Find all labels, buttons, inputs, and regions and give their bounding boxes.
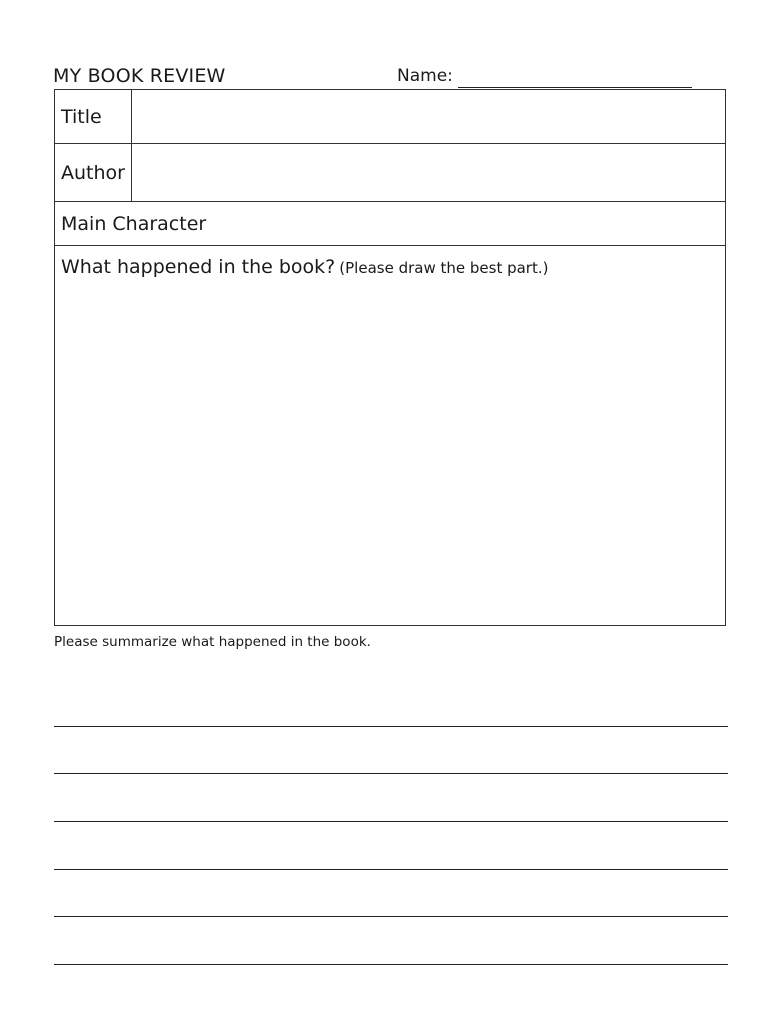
name-label: Name: <box>397 66 453 86</box>
author-row <box>55 144 725 202</box>
review-table <box>54 89 726 626</box>
main-character-label: Main Character <box>61 212 207 235</box>
name-input-line[interactable] <box>458 69 692 88</box>
summary-writing-line[interactable] <box>54 773 728 774</box>
author-field[interactable] <box>132 144 725 201</box>
drawing-prompt <box>61 256 548 278</box>
summary-prompt: Please summarize what happened in the book. <box>54 634 371 650</box>
main-character-row[interactable] <box>55 202 725 246</box>
summary-writing-line[interactable] <box>54 964 728 965</box>
author-label: Author <box>55 144 132 201</box>
title-field[interactable] <box>132 90 725 143</box>
title-row <box>55 90 725 144</box>
summary-writing-line[interactable] <box>54 916 728 917</box>
summary-writing-line[interactable] <box>54 869 728 870</box>
name-block <box>397 64 692 88</box>
drawing-area[interactable] <box>55 246 725 625</box>
page-title: MY BOOK REVIEW <box>53 65 226 87</box>
drawing-prompt-question: What happened in the book? <box>61 256 336 278</box>
summary-writing-line[interactable] <box>54 821 728 822</box>
title-label: Title <box>55 90 132 143</box>
summary-writing-line[interactable] <box>54 726 728 727</box>
drawing-prompt-note: (Please draw the best part.) <box>339 259 549 277</box>
